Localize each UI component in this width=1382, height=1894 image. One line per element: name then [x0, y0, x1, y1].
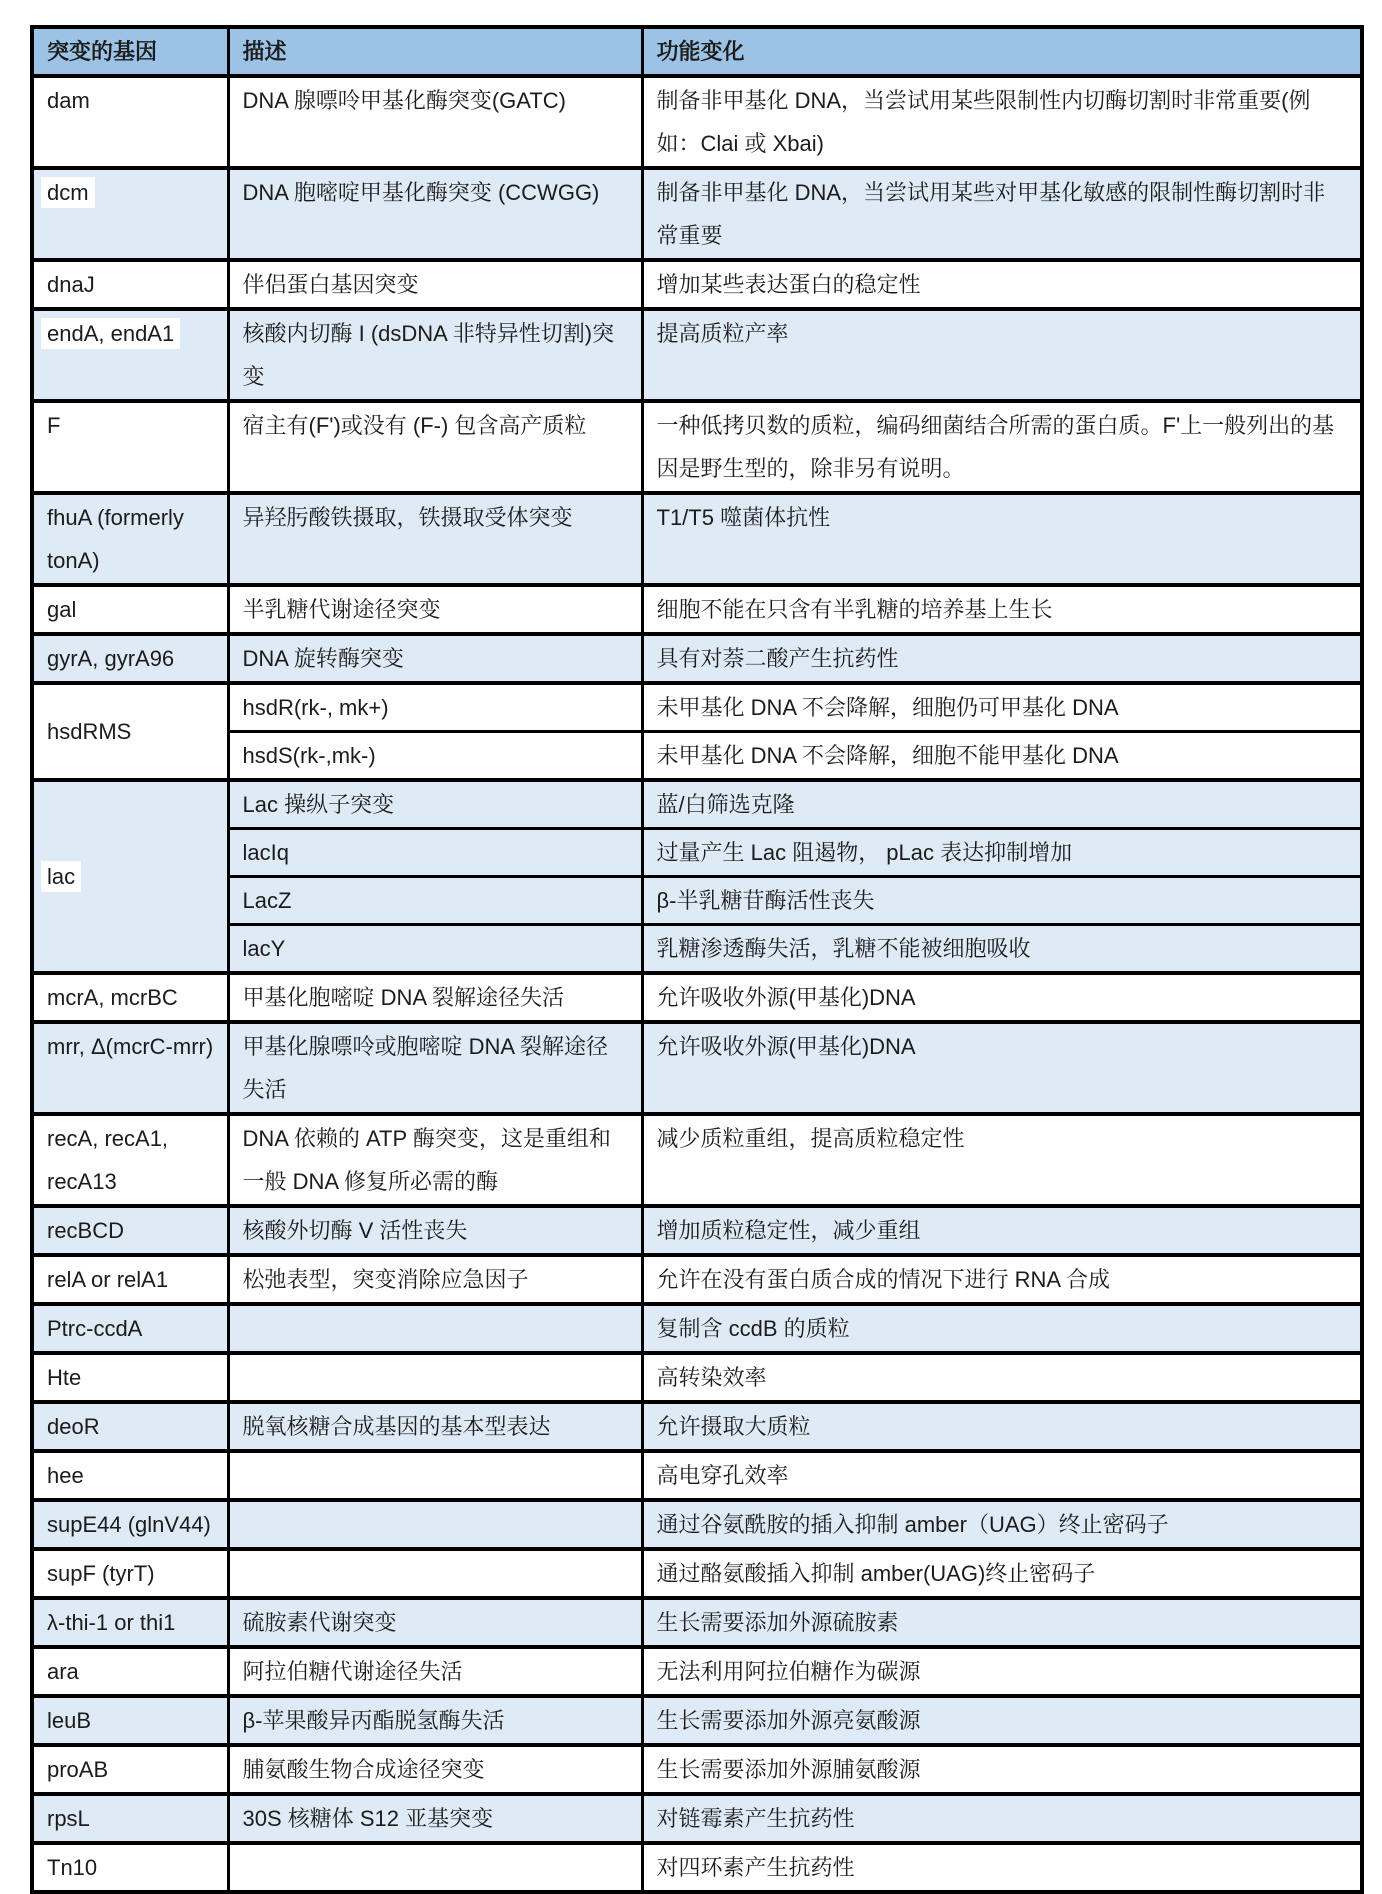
gene-name: leuB: [47, 1708, 92, 1733]
table-row: [32, 309, 1362, 401]
function-cell: 减少质粒重组，提高质粒稳定性: [642, 1114, 1362, 1206]
gene-name: hee: [47, 1463, 84, 1488]
gene-cell: [32, 76, 228, 168]
table-row: [32, 260, 1362, 309]
gene-cell: [32, 1549, 228, 1598]
function-cell: 通过谷氨酰胺的插入抑制 amber（UAG）终止密码子: [642, 1500, 1362, 1549]
gene-cell: [32, 309, 228, 401]
description-cell: 宿主有(F')或没有 (F-) 包含高产质粒: [228, 401, 642, 493]
gene-name: ara: [47, 1659, 79, 1684]
gene-cell: [32, 401, 228, 493]
table-row: [32, 732, 1362, 781]
gene-name: lac: [41, 861, 81, 892]
function-cell: 增加质粒稳定性，减少重组: [642, 1206, 1362, 1255]
table-row: [32, 1549, 1362, 1598]
function-cell: 允许摄取大质粒: [642, 1402, 1362, 1451]
description-cell: hsdR(rk-, mk+): [228, 683, 642, 732]
function-cell: 提高质粒产率: [642, 309, 1362, 401]
table-row: [32, 493, 1362, 585]
description-cell: 30S 核糖体 S12 亚基突变: [228, 1794, 642, 1843]
function-cell: 通过酪氨酸插入抑制 amber(UAG)终止密码子: [642, 1549, 1362, 1598]
table-row: [32, 1794, 1362, 1843]
description-cell: 甲基化腺嘌呤或胞嘧啶 DNA 裂解途径失活: [228, 1022, 642, 1114]
header-row: [32, 27, 1362, 76]
description-cell: [228, 1451, 642, 1500]
table-row: [32, 1745, 1362, 1794]
function-cell: 允许在没有蛋白质合成的情况下进行 RNA 合成: [642, 1255, 1362, 1304]
gene-cell: [32, 634, 228, 683]
table-row: [32, 168, 1362, 260]
function-cell: 未甲基化 DNA 不会降解，细胞不能甲基化 DNA: [642, 732, 1362, 781]
description-cell: [228, 1500, 642, 1549]
table-body: [32, 76, 1362, 1892]
gene-name: endA, endA1: [41, 318, 180, 349]
table-row: [32, 1696, 1362, 1745]
table-row: [32, 1598, 1362, 1647]
description-cell: lacY: [228, 925, 642, 974]
gene-cell: [32, 1206, 228, 1255]
gene-name: supE44 (glnV44): [47, 1512, 211, 1537]
gene-name: deoR: [47, 1414, 100, 1439]
description-cell: [228, 1304, 642, 1353]
gene-cell: [32, 493, 228, 585]
function-cell: 制备非甲基化 DNA，当尝试用某些限制性内切酶切割时非常重要(例如：Clai 或 Xbai): [642, 76, 1362, 168]
table-row: [32, 1500, 1362, 1549]
description-cell: 松弛表型，突变消除应急因子: [228, 1255, 642, 1304]
function-cell: 制备非甲基化 DNA，当尝试用某些对甲基化敏感的限制性酶切割时非常重要: [642, 168, 1362, 260]
table-row: [32, 1206, 1362, 1255]
function-cell: 高电穿孔效率: [642, 1451, 1362, 1500]
description-cell: [228, 1353, 642, 1402]
function-cell: β-半乳糖苷酶活性丧失: [642, 877, 1362, 925]
description-cell: β-苹果酸异丙酯脱氢酶失活: [228, 1696, 642, 1745]
function-cell: 对四环素产生抗药性: [642, 1843, 1362, 1892]
gene-name: rpsL: [47, 1806, 90, 1831]
table-row: [32, 1451, 1362, 1500]
gene-name: recBCD: [47, 1218, 125, 1243]
description-cell: 脯氨酸生物合成途径突变: [228, 1745, 642, 1794]
gene-name: gyrA, gyrA96: [47, 646, 175, 671]
gene-name: Tn10: [47, 1855, 98, 1880]
description-cell: hsdS(rk-,mk-): [228, 732, 642, 781]
function-cell: 增加某些表达蛋白的稳定性: [642, 260, 1362, 309]
genotype-table: [30, 25, 1364, 1894]
gene-name: dnaJ: [47, 272, 95, 297]
gene-name: fhuA (formerly tonA): [47, 505, 184, 573]
table-row: [32, 401, 1362, 493]
genotype-table-container: [30, 25, 1364, 1894]
gene-name: Ptrc-ccdA: [47, 1316, 143, 1341]
description-cell: Lac 操纵子突变: [228, 780, 642, 829]
gene-name: mcrA, mcrBC: [47, 985, 178, 1010]
header-description: 描述: [228, 27, 642, 76]
gene-cell: [32, 1451, 228, 1500]
gene-name: dcm: [41, 177, 95, 208]
table-row: [32, 585, 1362, 634]
gene-cell: [32, 683, 228, 780]
table-row: [32, 1255, 1362, 1304]
table-row: [32, 925, 1362, 974]
gene-cell: [32, 1843, 228, 1892]
table-row: [32, 877, 1362, 925]
gene-cell: [32, 1304, 228, 1353]
gene-cell: [32, 1696, 228, 1745]
description-cell: 核酸内切酶 I (dsDNA 非特异性切割)突变: [228, 309, 642, 401]
gene-name: gal: [47, 597, 77, 622]
gene-name: dam: [47, 88, 90, 113]
function-cell: T1/T5 噬菌体抗性: [642, 493, 1362, 585]
description-cell: 半乳糖代谢途径突变: [228, 585, 642, 634]
description-cell: DNA 腺嘌呤甲基化酶突变(GATC): [228, 76, 642, 168]
gene-cell: [32, 1022, 228, 1114]
gene-cell: [32, 1353, 228, 1402]
gene-name: hsdRMS: [47, 719, 132, 744]
gene-cell: [32, 1114, 228, 1206]
table-row: [32, 1114, 1362, 1206]
gene-cell: [32, 1255, 228, 1304]
function-cell: 蓝/白筛选克隆: [642, 780, 1362, 829]
table-row: [32, 76, 1362, 168]
gene-cell: [32, 973, 228, 1022]
function-cell: 生长需要添加外源硫胺素: [642, 1598, 1362, 1647]
table-row: [32, 780, 1362, 829]
description-cell: 硫胺素代谢突变: [228, 1598, 642, 1647]
table-row: [32, 1647, 1362, 1696]
function-cell: 复制含 ccdB 的质粒: [642, 1304, 1362, 1353]
description-cell: [228, 1549, 642, 1598]
table-row: [32, 1402, 1362, 1451]
function-cell: 乳糖渗透酶失活，乳糖不能被细胞吸收: [642, 925, 1362, 974]
header-function: 功能变化: [642, 27, 1362, 76]
gene-name: recA, recA1, recA13: [47, 1126, 169, 1194]
table-row: [32, 1022, 1362, 1114]
gene-cell: [32, 780, 228, 973]
function-cell: 未甲基化 DNA 不会降解，细胞仍可甲基化 DNA: [642, 683, 1362, 732]
gene-cell: [32, 1598, 228, 1647]
table-row: [32, 1304, 1362, 1353]
function-cell: 具有对萘二酸产生抗药性: [642, 634, 1362, 683]
gene-cell: [32, 260, 228, 309]
description-cell: 脱氧核糖合成基因的基本型表达: [228, 1402, 642, 1451]
function-cell: 高转染效率: [642, 1353, 1362, 1402]
gene-name: relA or relA1: [47, 1267, 169, 1292]
gene-cell: [32, 1647, 228, 1696]
description-cell: LacZ: [228, 877, 642, 925]
gene-name: mrr, Δ(mcrC-mrr): [47, 1034, 214, 1059]
header-gene: 突变的基因: [32, 27, 228, 76]
function-cell: 过量产生 Lac 阻遏物， pLac 表达抑制增加: [642, 829, 1362, 877]
function-cell: 细胞不能在只含有半乳糖的培养基上生长: [642, 585, 1362, 634]
description-cell: 伴侣蛋白基因突变: [228, 260, 642, 309]
table-row: [32, 973, 1362, 1022]
gene-cell: [32, 1500, 228, 1549]
gene-name: Hte: [47, 1365, 82, 1390]
gene-cell: [32, 168, 228, 260]
function-cell: 允许吸收外源(甲基化)DNA: [642, 973, 1362, 1022]
table-row: [32, 1353, 1362, 1402]
function-cell: 允许吸收外源(甲基化)DNA: [642, 1022, 1362, 1114]
gene-cell: [32, 1794, 228, 1843]
description-cell: 甲基化胞嘧啶 DNA 裂解途径失活: [228, 973, 642, 1022]
table-row: [32, 1843, 1362, 1892]
description-cell: lacIq: [228, 829, 642, 877]
table-row: [32, 829, 1362, 877]
table-row: [32, 683, 1362, 732]
gene-cell: [32, 585, 228, 634]
gene-name: F: [47, 413, 61, 438]
gene-cell: [32, 1402, 228, 1451]
gene-name: λ-thi-1 or thi1: [47, 1610, 176, 1635]
gene-name: supF (tyrT): [47, 1561, 155, 1586]
description-cell: [228, 1843, 642, 1892]
description-cell: 核酸外切酶 V 活性丧失: [228, 1206, 642, 1255]
gene-cell: [32, 1745, 228, 1794]
function-cell: 对链霉素产生抗药性: [642, 1794, 1362, 1843]
description-cell: 阿拉伯糖代谢途径失活: [228, 1647, 642, 1696]
description-cell: DNA 旋转酶突变: [228, 634, 642, 683]
description-cell: 异羟肟酸铁摄取，铁摄取受体突变: [228, 493, 642, 585]
gene-name: proAB: [47, 1757, 109, 1782]
function-cell: 生长需要添加外源亮氨酸源: [642, 1696, 1362, 1745]
function-cell: 生长需要添加外源脯氨酸源: [642, 1745, 1362, 1794]
function-cell: 一种低拷贝数的质粒，编码细菌结合所需的蛋白质。F'上一般列出的基因是野生型的，除非另有说明。: [642, 401, 1362, 493]
description-cell: DNA 胞嘧啶甲基化酶突变 (CCWGG): [228, 168, 642, 260]
description-cell: DNA 依赖的 ATP 酶突变，这是重组和一般 DNA 修复所必需的酶: [228, 1114, 642, 1206]
function-cell: 无法利用阿拉伯糖作为碳源: [642, 1647, 1362, 1696]
table-header: [32, 27, 1362, 76]
table-row: [32, 634, 1362, 683]
